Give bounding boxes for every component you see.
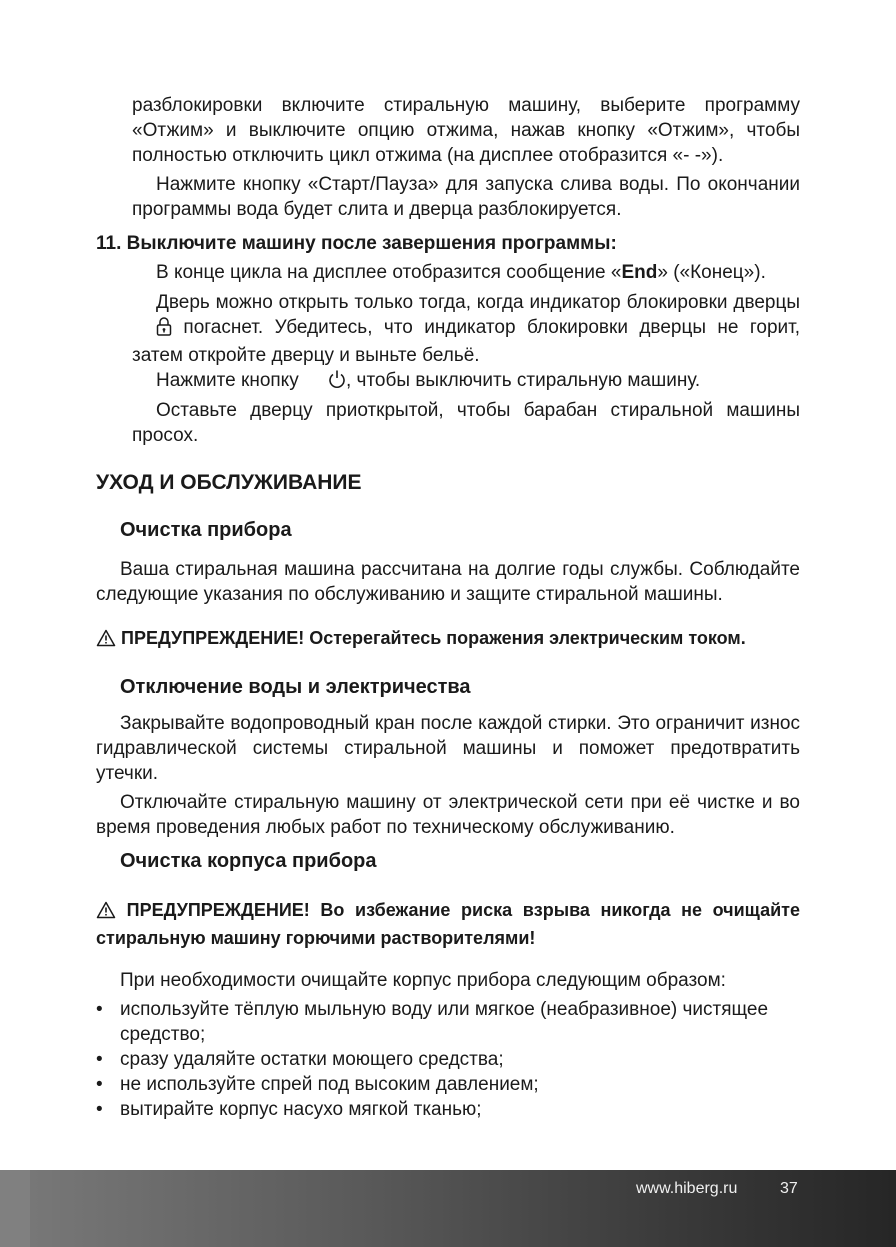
paragraph-shutoff-water: Закрывайте водопроводный кран после каждой стирки. Это ограничит износ гидравлической системы стиральной машины и поможет предотвратить утечки. [96,713,800,784]
paragraph-shutoff-power: Отключайте стиральную машину от электрической сети при её чистке и во время проведения любых работ по техническому обслуживанию. [96,792,800,838]
door-lock-text-start: Дверь можно открыть только тогда, когда индикатор блокировки дверцы [156,292,800,313]
end-message-text-end: » («Конец»). [657,262,766,283]
step-11-title: 11. Выключите машину после завершения программы: [96,233,617,254]
paragraph-cleaning: Ваша стиральная машина рассчитана на долгие годы службы. Соблюдайте следующие указания по обслуживанию и защите стиральной машины. [96,559,800,605]
footer-accent-strip [0,1170,30,1247]
paragraph-cleaning-intro: При необходимости очищайте корпус прибора следующим образом: [120,970,726,991]
list-item: • вытирайте корпус насухо мягкой тканью; [96,1097,800,1122]
end-message-code: End [621,262,658,283]
subsection-shutoff-title: Отключение воды и электричества [120,676,471,698]
subsection-cleaning-title: Очистка прибора [120,519,292,541]
warning-solvents-text: ПРЕДУПРЕЖДЕНИЕ! Во избежание риска взрыва никогда не очищайте стиральную машину горючими растворителями! [96,900,800,948]
paragraph-start-pause: Нажмите кнопку «Старт/Пауза» для запуска слива воды. По окончании программы вода будет слита и дверца разблокируется. [132,174,800,220]
warning-electric-shock [96,626,800,654]
section-title: УХОД И ОБСЛУЖИВАНИЕ [96,471,362,494]
warning-electric-shock-text: ПРЕДУПРЕЖДЕНИЕ! Остерегайтесь поражения электрическим током. [121,628,746,648]
paragraph-door-lock [132,290,800,368]
paragraph-power-off [132,368,800,396]
list-item: • сразу удаляйте остатки моющего средства; [96,1047,800,1072]
subsection-body-title: Очистка корпуса прибора [120,850,377,872]
door-lock-icon [132,316,172,343]
power-off-text-end: , чтобы выключить стиральную машину. [345,370,701,391]
list-item: • используйте тёплую мыльную воду или мягкое (неабразивное) чистящее средство; [96,997,800,1047]
warning-solvents [96,898,800,951]
door-lock-text-end: погаснет. Убедитесь, что индикатор блокировки дверцы не горит, затем откройте дверцу и выньте бельё. [132,317,801,366]
list-item: • не используйте спрей под высоким давлением; [96,1072,800,1097]
power-icon [304,369,346,396]
cleaning-bullet-list [96,997,800,1122]
paragraph-unlock: разблокировки включите стиральную машину, выберите программу «Отжим» и выключите опцию отжима, нажав кнопку «Отжим», чтобы полностью отключить цикл отжима (на дисплее отобразится «- -»). [132,95,800,166]
warning-icon [96,629,116,654]
page-number: 37 [780,1180,798,1197]
footer-website-link[interactable]: www.hiberg.ru [636,1180,738,1197]
end-message-text-start: В конце цикла на дисплее отобразится сообщение « [156,262,622,283]
page-footer [0,1170,896,1247]
paragraph-end-message [132,260,800,285]
paragraph-leave-door-open: Оставьте дверцу приоткрытой, чтобы барабан стиральной машины просох. [132,400,800,446]
warning-icon [96,901,116,926]
power-off-text-start: Нажмите кнопку [156,370,299,391]
